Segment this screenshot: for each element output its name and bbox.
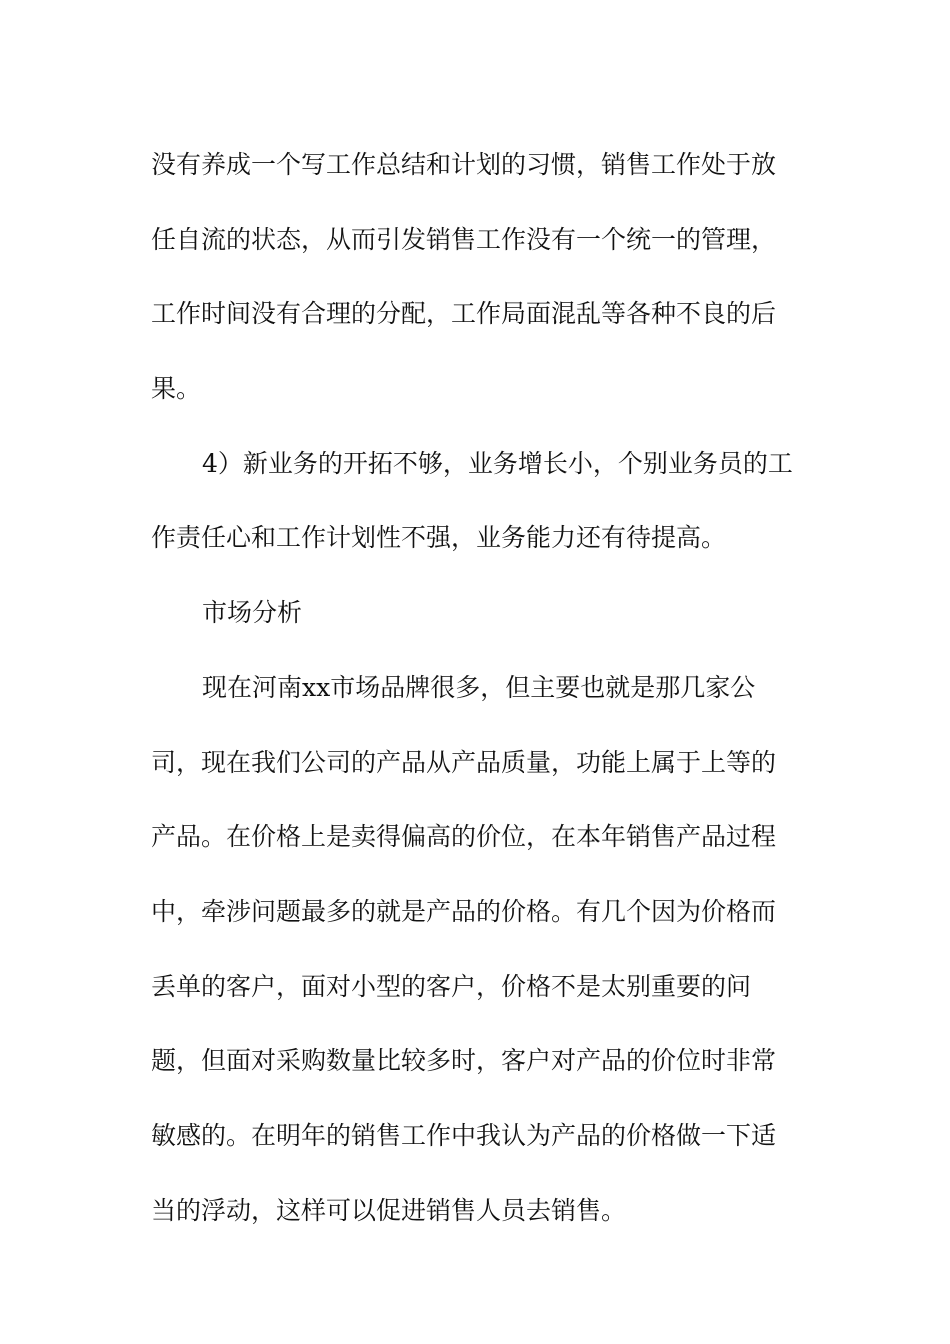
- text-line: 丢单的客户，面对小型的客户，价格不是太别重要的问: [151, 971, 752, 1001]
- text-line: 作责任心和工作计划性不强，业务能力还有待提高。: [151, 523, 727, 553]
- text-line: 果。: [151, 374, 202, 404]
- text-line: 没有养成一个写工作总结和计划的习惯，销售工作处于放: [151, 150, 777, 179]
- text-line: 题，但面对采购数量比较多时，客户对产品的价位时非常: [151, 1046, 777, 1076]
- text-line: 现在河南xx市场品牌很多，但主要也就是那几家公: [202, 672, 756, 702]
- text-line: 4）新业务的开拓不够，业务增长小，个别业务员的工: [202, 448, 793, 478]
- paragraph-management-issues: [151, 128, 811, 427]
- section-heading: [151, 576, 811, 651]
- text-line: 中，牵涉问题最多的就是产品的价格。有几个因为价格而: [151, 896, 777, 926]
- paragraph-point-4: [151, 427, 811, 576]
- text-line: 司，现在我们公司的产品从产品质量，功能上属于上等的: [151, 747, 777, 777]
- text-line: 产品。在价格上是卖得偏高的价位，在本年销售产品过程: [151, 822, 777, 852]
- text-line: 工作时间没有合理的分配，工作局面混乱等各种不良的后: [151, 299, 777, 329]
- paragraph-market-analysis: [151, 651, 811, 1249]
- text-line: 敏感的。在明年的销售工作中我认为产品的价格做一下适: [151, 1120, 777, 1150]
- section-heading-text: 市场分析: [202, 598, 303, 628]
- text-line: 任自流的状态，从而引发销售工作没有一个统一的管理，: [151, 224, 777, 254]
- text-line: 当的浮动，这样可以促进销售人员去销售。: [151, 1195, 627, 1225]
- document-body: [151, 128, 811, 1248]
